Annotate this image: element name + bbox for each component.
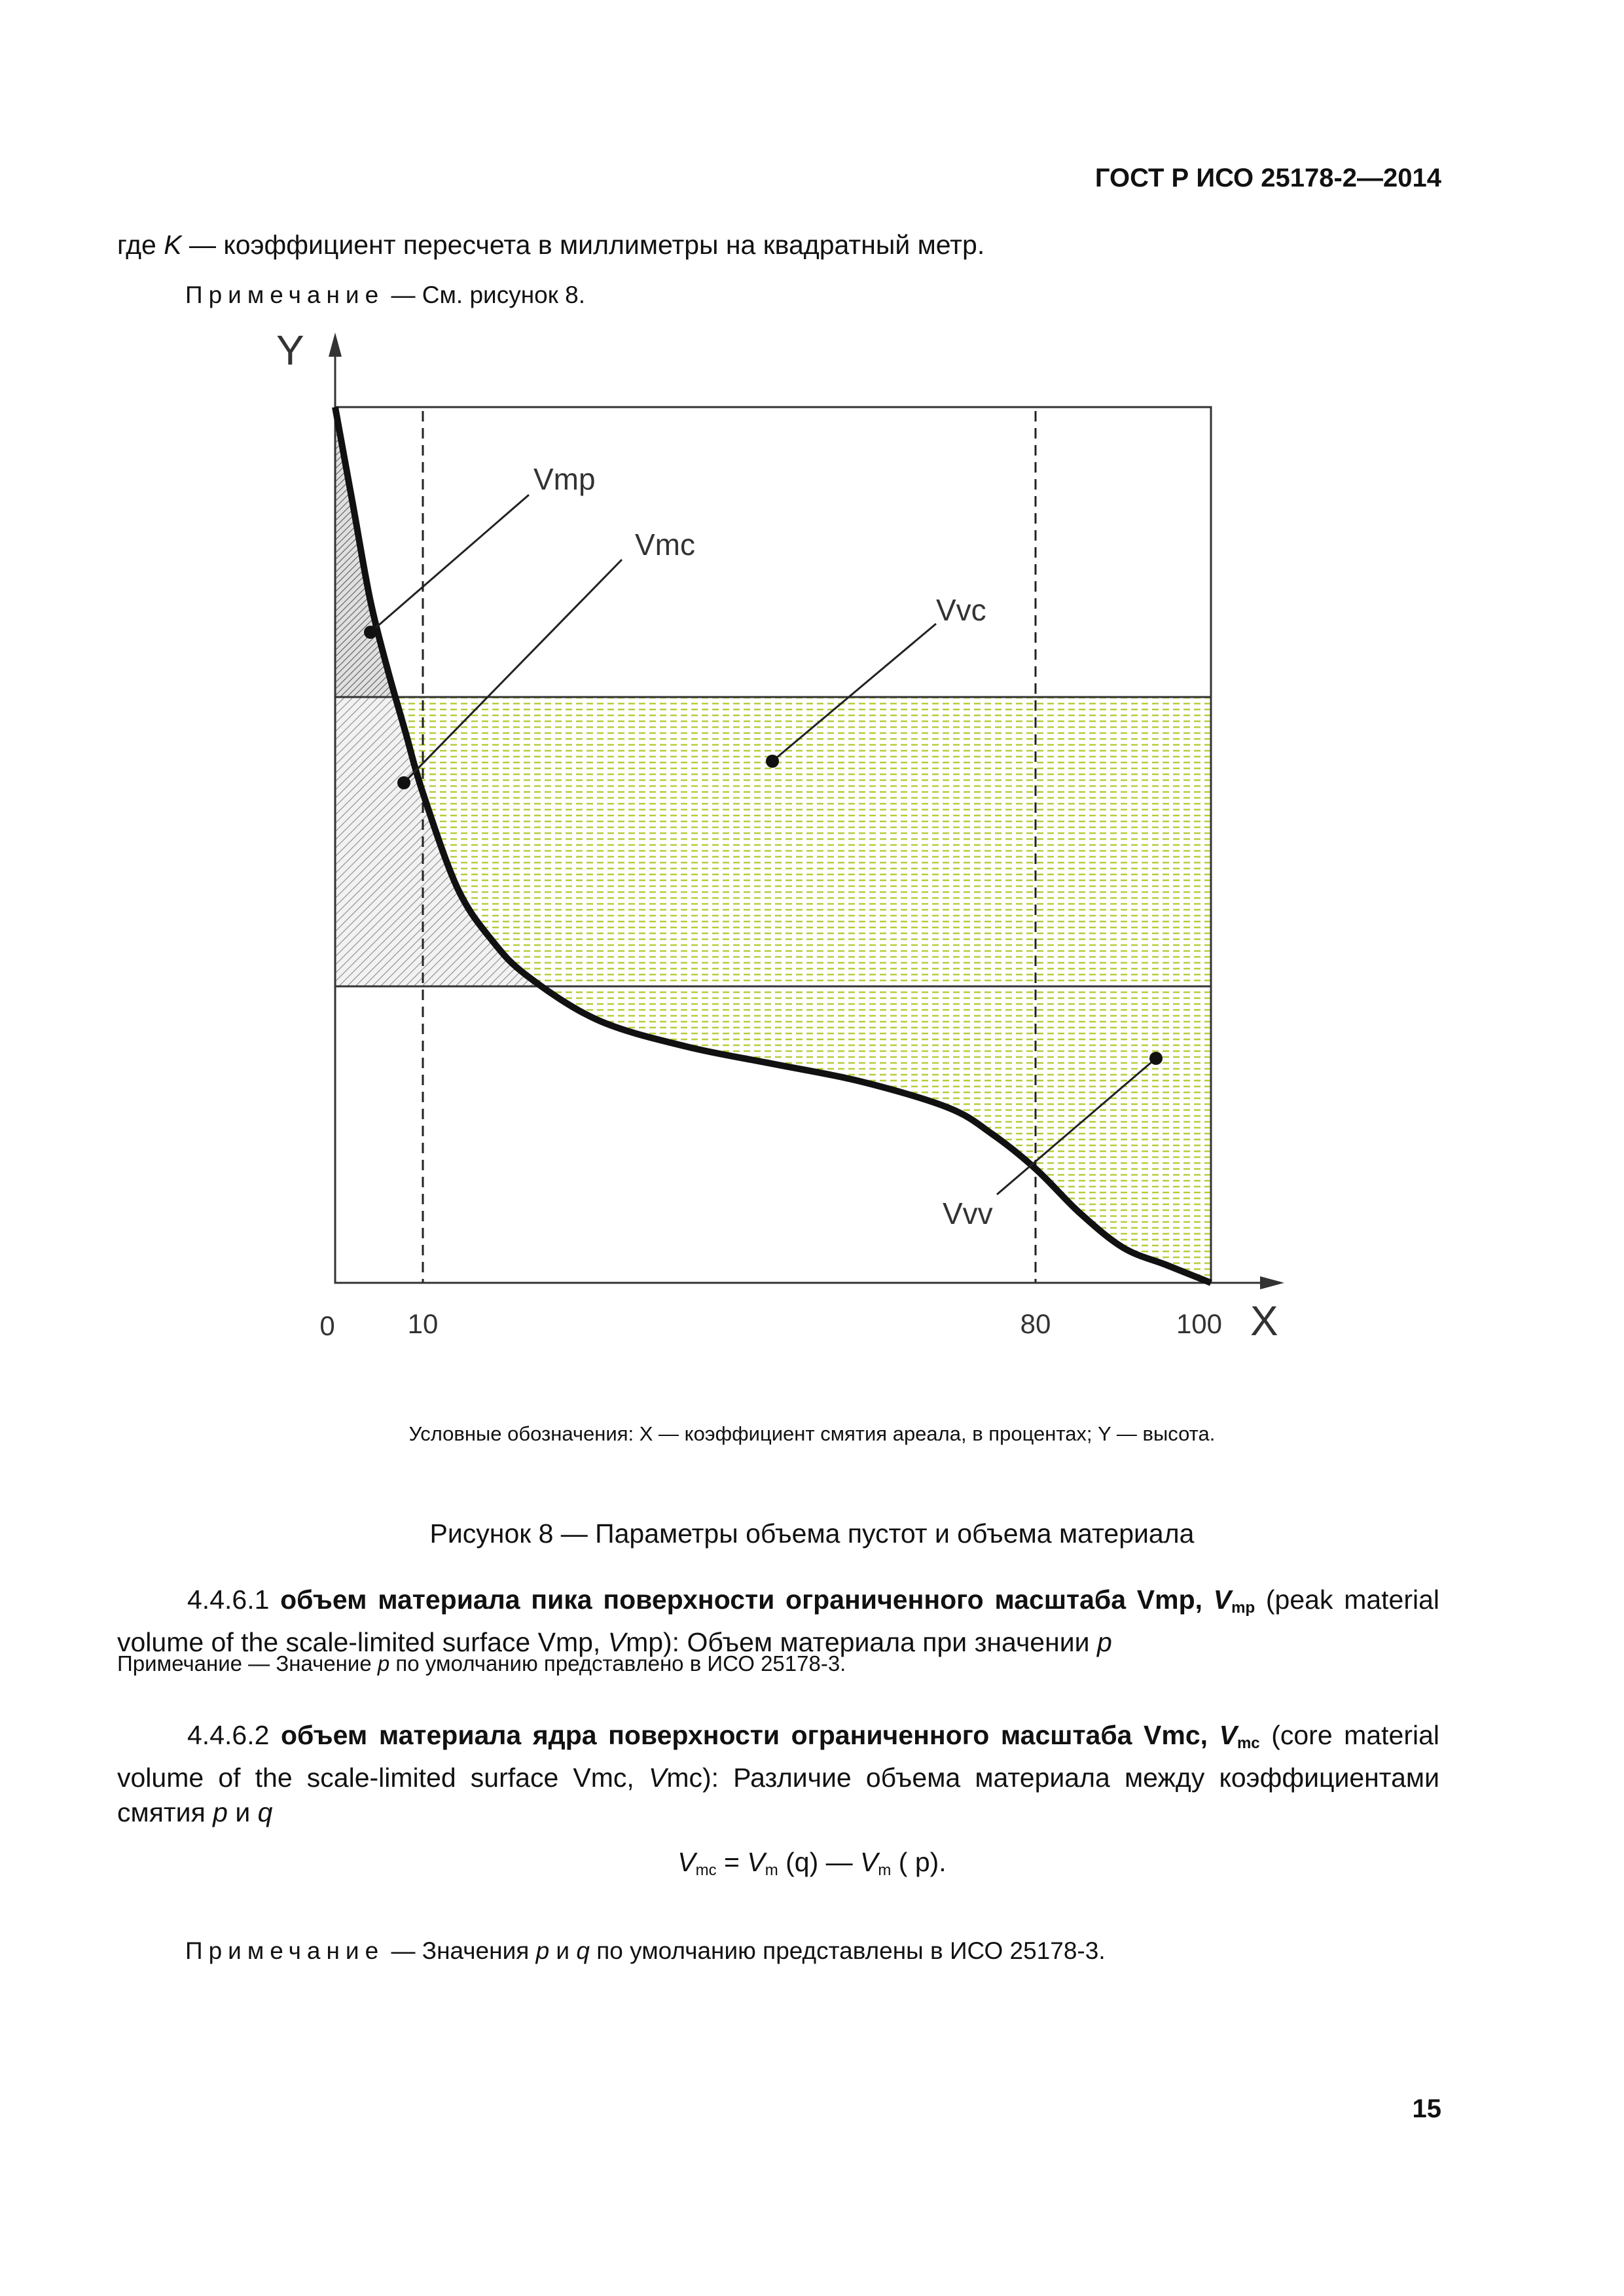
paragraph-4-4-6-2: 4.4.6.2 объем материала ядра поверхности ограниченного масштаба Vmc, $V_{mc}$ (core material volume of the scale-limited surface Vmc, Vmc): Различие объема материала между коэффициентами смятия p и q — [117, 1720, 1440, 1827]
paragraph-4-4-6-1: 4.4.6.1 объем материала пика поверхности ограниченного масштаба Vmp, $V_{mp}$ (peak material volume of the scale-limited surface Vmp, Vmp): Объем материала при значении p — [117, 1585, 1440, 1657]
label-vmc: Vmc — [635, 528, 695, 562]
label-vvc: Vvc — [936, 593, 986, 627]
x-axis-label: X — [1250, 1297, 1278, 1344]
leader-vmp — [370, 495, 529, 632]
marker-vmp — [364, 626, 377, 639]
figure-caption: Рисунок 8 — Параметры объема пустот и объема материала — [429, 1518, 1195, 1549]
x-tick-0: 0 — [319, 1310, 335, 1341]
document-standard-code: ГОСТ Р ИСО 25178-2—2014 — [1094, 164, 1441, 192]
formula-vmc: $V_{mc} = V_m$ (q) — $V_m$ ( p). — [677, 1847, 947, 1879]
void-fill-group — [335, 697, 1211, 1283]
y-axis-label: Y — [276, 327, 304, 374]
y-axis-arrowhead — [329, 332, 342, 357]
marker-vmc — [397, 776, 410, 789]
note-default-values: Примечание — Значения p и q по умолчанию представлены в ИСО 25178-3. — [185, 1937, 1106, 1964]
vvv-region — [335, 986, 1211, 1283]
intro-line: где K — коэффициент пересчета в миллиметры на квадратный метр. — [117, 230, 985, 260]
figure-legend: Условные обозначения: X — коэффициент смятия ареала, в процентах; Y — высота. — [408, 1422, 1216, 1445]
label-vvv: Vvv — [943, 1196, 993, 1230]
page-number: 15 — [1412, 2094, 1441, 2123]
label-vmp: Vmp — [533, 462, 596, 496]
vmp-region — [335, 406, 1211, 697]
marker-vvv — [1149, 1052, 1163, 1065]
paragraph-4-4-6-1-note: Примечание — Значение p по умолчанию представлено в ИСО 25178-3. — [117, 1651, 846, 1676]
marker-vvc — [766, 755, 779, 768]
x-tick-10: 10 — [407, 1308, 439, 1339]
x-axis-arrowhead — [1260, 1276, 1284, 1289]
x-tick-80: 80 — [1020, 1308, 1051, 1339]
note-figure-reference: Примечание — См. рисунок 8. — [185, 281, 586, 308]
x-tick-100: 100 — [1176, 1308, 1223, 1339]
